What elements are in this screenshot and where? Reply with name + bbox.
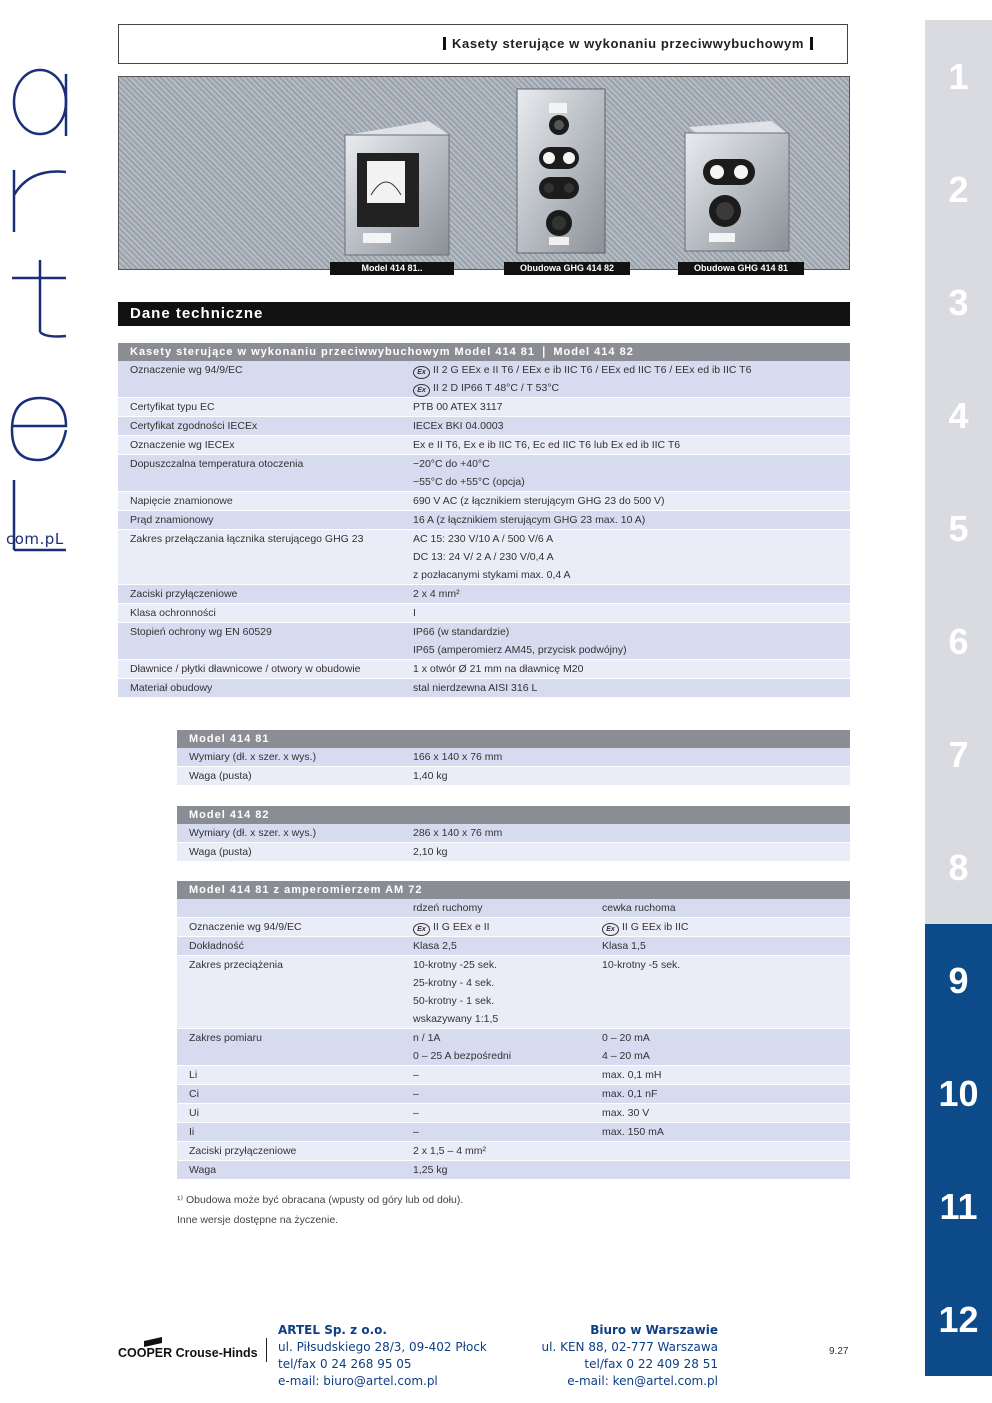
row-label: Oznaczenie wg 94/9/EC	[189, 921, 302, 933]
chapter-tab-4[interactable]: 4	[925, 359, 992, 472]
address-line: ul. KEN 88, 02-777 Warszawa	[541, 1340, 718, 1354]
ex-mark-icon: Ex	[602, 923, 619, 936]
footer-divider	[266, 1338, 267, 1362]
table-row	[177, 918, 850, 937]
section-title: Dane techniczne	[118, 302, 850, 326]
cell-value: I	[413, 607, 416, 619]
table-row	[177, 748, 850, 767]
chapter-tab-10[interactable]: 10	[925, 1037, 992, 1150]
page-title: Kasety sterujące w wykonaniu przeciwwybuchowym	[443, 36, 813, 51]
cell-value: −20°C do +40°C	[413, 458, 490, 470]
office-name: Biuro w Warszawie	[590, 1323, 718, 1337]
table-row	[177, 1123, 850, 1142]
cell-value: 10-krotny -5 sek.	[602, 959, 681, 971]
model-414-82-table	[177, 806, 850, 862]
model-am72-table	[177, 881, 850, 1180]
model-am72-header: Model 414 81 z amperomierzem AM 72	[177, 881, 850, 899]
table-row	[177, 1104, 850, 1123]
product-photo	[118, 76, 850, 270]
table-row	[177, 937, 850, 956]
row-label: Materiał obudowy	[130, 682, 213, 694]
cell-value: 1,40 kg	[413, 770, 448, 782]
enclosure-ghg-414-82	[517, 89, 605, 253]
cell-value: II 2 G EEx e II T6 / EEx e ib IIC T6 / EEx ed IIC T6 / EEx ed ib IIC T6	[433, 364, 752, 376]
company-name: ARTEL Sp. z o.o.	[278, 1323, 387, 1337]
cell-value: –	[413, 1088, 419, 1100]
table-row	[177, 1066, 850, 1085]
cell-value: 50-krotny - 1 sek.	[413, 995, 495, 1007]
cell-value: 16 A (z łącznikiem sterującym GHG 23 max. 10 A)	[413, 514, 646, 526]
cell-value: 166 x 140 x 76 mm	[413, 751, 503, 763]
cell-value: 10-krotny -25 sek.	[413, 959, 498, 971]
table-row	[177, 1085, 850, 1104]
footnotes	[177, 1190, 463, 1230]
table-row	[177, 1029, 850, 1066]
cell-value: n / 1A	[413, 1032, 441, 1044]
row-label: Waga (pusta)	[189, 770, 252, 782]
page-header	[118, 24, 848, 64]
row-label: Ci	[189, 1088, 199, 1100]
footnote-2: Inne wersje dostępne na życzenie.	[177, 1214, 339, 1226]
chapter-tab-12[interactable]: 12	[925, 1263, 992, 1376]
cell-value: –	[413, 1107, 419, 1119]
row-label: Ii	[189, 1126, 195, 1138]
table-row	[177, 767, 850, 786]
table-row	[118, 492, 850, 511]
model-414-81-header: Model 414 81	[177, 730, 850, 748]
row-label: Dokładność	[189, 940, 244, 952]
row-label: Zakres pomiaru	[189, 1032, 262, 1044]
table-row	[177, 843, 850, 862]
chapter-tab-7[interactable]: 7	[925, 698, 992, 811]
row-label: Zakres przełączania łącznika sterującego GHG 23	[130, 533, 364, 545]
cell-value: stal nierdzewna AISI 316 L	[413, 682, 538, 694]
address-line: ul. Piłsudskiego 28/3, 09-402 Płock	[278, 1340, 487, 1354]
row-label: Waga (pusta)	[189, 846, 252, 858]
table-row	[177, 956, 850, 1029]
row-label: Dopuszczalna temperatura otoczenia	[130, 458, 304, 470]
cell-value: 690 V AC (z łącznikiem sterującym GHG 23 do 500 V)	[413, 495, 665, 507]
manufacturer-logo-text: COOPER Crouse-Hinds	[118, 1346, 258, 1360]
spec-table-header: Kasety sterujące w wykonaniu przeciwwybuchowym Model 414 81 ❘ Model 414 82	[118, 343, 850, 361]
table-row	[118, 398, 850, 417]
table-row	[118, 530, 850, 585]
cell-value: max. 0,1 nF	[602, 1088, 658, 1100]
cell-value: AC 15: 230 V/10 A / 500 V/6 A	[413, 533, 554, 545]
page-number: 9.27	[829, 1346, 849, 1357]
row-label: Zaciski przyłączeniowe	[130, 588, 238, 600]
cell-value: max. 30 V	[602, 1107, 650, 1119]
chapter-tab-5[interactable]: 5	[925, 472, 992, 585]
footer-address-warszawa	[542, 1322, 718, 1390]
cell-value: II G EEx ib IIC	[622, 921, 689, 933]
row-label: Stopień ochrony wg EN 60529	[130, 626, 272, 638]
cell-value: II 2 D IP66 T 48°C / T 53°C	[433, 382, 560, 394]
ex-mark-icon: Ex	[413, 366, 430, 379]
cell-value: DC 13: 24 V/ 2 A / 230 V/0,4 A	[413, 551, 554, 563]
cell-value: 2 x 4 mm²	[413, 588, 460, 600]
photo-caption-2: Obudowa GHG 414 82	[504, 262, 630, 275]
chapter-tab-6[interactable]: 6	[925, 585, 992, 698]
cell-value: wskazywany 1:1,5	[413, 1013, 499, 1025]
cell-value: Klasa 2,5	[413, 940, 457, 952]
cell-value: Klasa 1,5	[602, 940, 646, 952]
cell-value	[602, 1161, 850, 1179]
table-row	[118, 660, 850, 679]
table-row	[118, 361, 850, 398]
row-label: Certyfikat zgodności IECEx	[130, 420, 258, 432]
chapter-tab-1[interactable]: 1	[925, 20, 992, 133]
cell-value	[602, 1142, 850, 1160]
row-label: Napięcie znamionowe	[130, 495, 233, 507]
enclosure-ghg-414-81	[685, 121, 789, 251]
email-line: e-mail: biuro@artel.com.pl	[278, 1374, 438, 1388]
spec-table	[118, 343, 850, 698]
model-414-82-header: Model 414 82	[177, 806, 850, 824]
cell-value: −55°C do +55°C (opcja)	[413, 476, 525, 488]
row-label: Oznaczenie wg 94/9/EC	[130, 364, 243, 376]
email-line: e-mail: ken@artel.com.pl	[567, 1374, 718, 1388]
phone-line: tel/fax 0 24 268 95 05	[278, 1357, 412, 1371]
row-label: Waga	[189, 1164, 217, 1176]
row-label: Oznaczenie wg IECEx	[130, 439, 235, 451]
photo-caption-1: Model 414 81..	[330, 262, 454, 275]
cell-value: 0 – 20 mA	[602, 1032, 650, 1044]
cell-value: IP66 (w standardzie)	[413, 626, 510, 638]
cell-value: II G EEx e II	[433, 921, 490, 933]
chapter-tab-3[interactable]: 3	[925, 246, 992, 359]
cell-value: IECEx BKI 04.0003	[413, 420, 504, 432]
logo-domain: com.pL	[6, 530, 64, 548]
row-label: Li	[189, 1069, 198, 1081]
cell-value: max. 0,1 mH	[602, 1069, 662, 1081]
table-row	[177, 899, 850, 918]
row-label	[189, 899, 413, 917]
table-row	[177, 1161, 850, 1180]
cell-value: max. 150 mA	[602, 1126, 664, 1138]
row-label: Wymiary (dł. x szer. x wys.)	[189, 751, 317, 763]
ex-mark-icon: Ex	[413, 384, 430, 397]
row-label: Certyfikat typu EC	[130, 401, 215, 413]
footer-address-plock	[278, 1322, 487, 1390]
cell-value: 4 – 20 mA	[602, 1050, 650, 1062]
chapter-tab-8[interactable]: 8	[925, 811, 992, 924]
table-row	[118, 623, 850, 660]
artel-logo	[0, 60, 80, 560]
cell-value: 2 x 1,5 – 4 mm²	[413, 1145, 486, 1157]
chapter-tab-9[interactable]: 9	[925, 924, 992, 1037]
model-414-81-table	[177, 730, 850, 786]
cell-value: 0 – 25 A bezpośredni	[413, 1050, 512, 1062]
row-label: Zaciski przyłączeniowe	[189, 1145, 297, 1157]
cell-value: cewka ruchoma	[602, 902, 676, 914]
chapter-tab-11[interactable]: 11	[925, 1150, 992, 1263]
cell-value: –	[413, 1126, 419, 1138]
cell-value: z pozłacanymi stykami max. 0,4 A	[413, 569, 571, 581]
cell-value: 25-krotny - 4 sek.	[413, 977, 495, 989]
table-row	[118, 604, 850, 623]
footnote-1: ¹⁾ Obudowa może być obracana (wpusty od góry lub od dołu).	[177, 1194, 464, 1206]
phone-line: tel/fax 0 22 409 28 51	[584, 1357, 718, 1371]
cell-value: PTB 00 ATEX 3117	[413, 401, 503, 413]
row-label: Klasa ochronności	[130, 607, 216, 619]
cell-value: –	[413, 1069, 419, 1081]
row-label: Zakres przeciążenia	[189, 959, 283, 971]
photo-caption-3: Obudowa GHG 414 81	[678, 262, 804, 275]
row-label: Ui	[189, 1107, 199, 1119]
table-row	[118, 417, 850, 436]
row-label: Prąd znamionowy	[130, 514, 214, 526]
table-row	[177, 824, 850, 843]
chapter-tabs	[925, 0, 992, 1403]
enclosure-414-81-meter	[345, 121, 449, 255]
table-row	[118, 585, 850, 604]
cell-value: 1,25 kg	[413, 1164, 448, 1176]
cell-value: rdzeń ruchomy	[413, 902, 483, 914]
cell-value: IP65 (amperomierz AM45, przycisk podwójny)	[413, 644, 627, 656]
ex-mark-icon: Ex	[413, 923, 430, 936]
table-row	[118, 511, 850, 530]
chapter-tab-2[interactable]: 2	[925, 133, 992, 246]
table-row	[118, 436, 850, 455]
cell-value: 2,10 kg	[413, 846, 448, 858]
table-row	[118, 455, 850, 492]
row-label: Wymiary (dł. x szer. x wys.)	[189, 827, 317, 839]
row-label: Dławnice / płytki dławnicowe / otwory w obudowie	[130, 663, 361, 675]
cell-value: 286 x 140 x 76 mm	[413, 827, 503, 839]
table-row	[118, 679, 850, 698]
table-row	[177, 1142, 850, 1161]
cell-value: 1 x otwór Ø 21 mm na dławnicę M20	[413, 663, 584, 675]
cell-value: Ex e II T6, Ex e ib IIC T6, Ec ed IIC T6 lub Ex ed ib IIC T6	[413, 439, 681, 451]
